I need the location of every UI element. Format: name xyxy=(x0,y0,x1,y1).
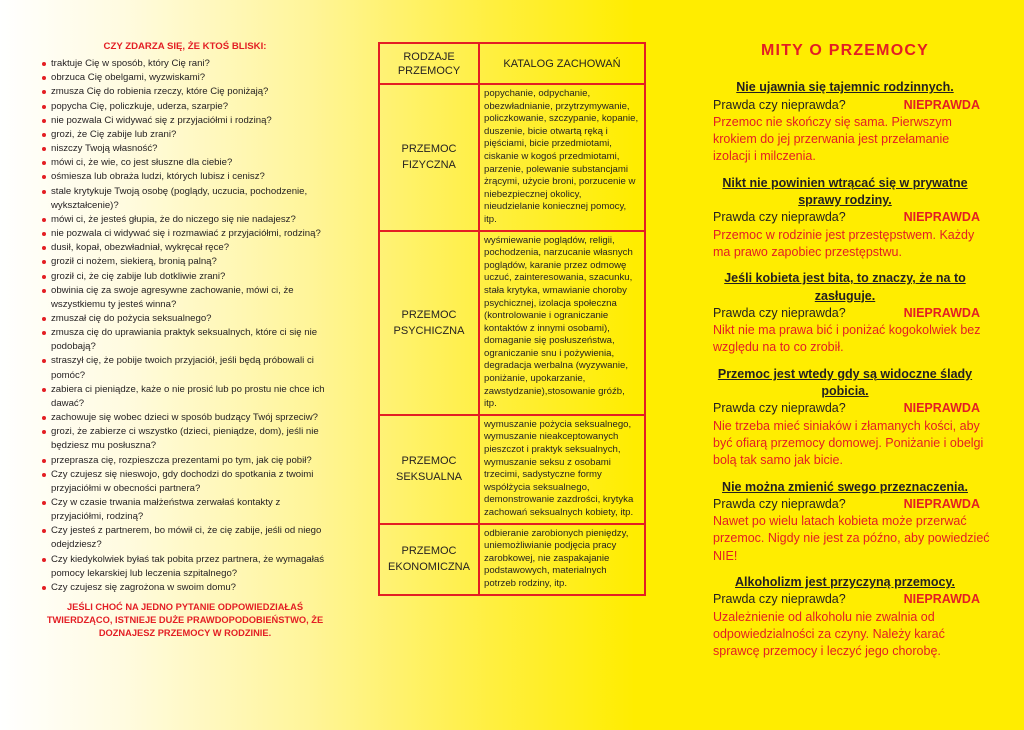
myth-statement: Nie ujawnia się tajemnic rodzinnych. xyxy=(736,80,954,95)
list-item: traktuje Cię w sposób, który Cię rani? xyxy=(40,57,330,71)
list-item: grozi, że zabierze ci wszystko (dzieci, pieniądze, dom), jeśli nie będziesz mu posłuszna? xyxy=(40,425,330,453)
answer-label: NIEPRAWDA xyxy=(903,401,980,416)
checklist xyxy=(40,57,330,595)
list-item: przeprasza cię, rozpieszcza prezentami po tym, jak cię pobił? xyxy=(40,454,330,468)
table-row xyxy=(379,415,645,524)
myth-statement: Alkoholizm jest przyczyną przemocy. xyxy=(735,575,955,590)
question-label: Prawda czy nieprawda? xyxy=(713,496,846,511)
list-item: Czy czujesz się zagrożona w swoim domu? xyxy=(40,581,330,595)
list-item: zmuszał cię do pożycia seksualnego? xyxy=(40,312,330,326)
list-item: zmusza Cię do robienia rzeczy, które Cię poniżają? xyxy=(40,85,330,99)
desc-cell: wymuszanie pożycia seksualnego, wymuszanie nieakceptowanych pieszczot i praktyk seksualnych, wymuszanie seksu z osobami trzecimi, sadystyczne formy współżycia seksualnego, demonstrowanie zazdrości, krytyka zachowań seksualnych kobiety, itp. xyxy=(479,415,645,524)
list-item: mówi ci, że jesteś głupia, że do niczego się nie nadajesz? xyxy=(40,213,330,227)
header-catalog: KATALOG ZACHOWAŃ xyxy=(479,43,645,84)
table-row xyxy=(379,84,645,231)
answer-label: NIEPRAWDA xyxy=(903,305,980,320)
myth-explanation: Przemoc w rodzinie jest przestępstwem. Każdy ma prawo zapobiec przestępstwu. xyxy=(713,227,975,259)
header-types: RODZAJE PRZEMOCY xyxy=(379,43,479,84)
type-cell: PRZEMOC EKONOMICZNA xyxy=(379,524,479,595)
myth-block xyxy=(700,79,990,165)
type-cell: PRZEMOC SEKSUALNA xyxy=(379,415,479,524)
list-item: Czy jesteś z partnerem, bo mówił ci, że cię zabije, jeśli od niego odejdziesz? xyxy=(40,524,330,552)
list-item: Czy kiedykolwiek byłaś tak pobita przez partnera, że wymagałaś pomocy lekarskiej lub leczenia szpitalnego? xyxy=(40,553,330,581)
conclusion-note: JEŚLI CHOĆ NA JEDNO PYTANIE ODPOWIEDZIAŁAŚ TWIERDZĄCO, ISTNIEJE DUŻE PRAWDOPODOBIEŃSTWO, ŻE DOZNAJESZ PRZEMOCY W RODZINIE. xyxy=(46,602,324,639)
list-item: Czy w czasie trwania małżeństwa zerwałaś kontakty z przyjaciółmi, rodziną? xyxy=(40,496,330,524)
list-item: zachowuje się wobec dzieci w sposób budzący Twój sprzeciw? xyxy=(40,411,330,425)
type-cell: PRZEMOC PSYCHICZNA xyxy=(379,231,479,415)
myth-statement: Przemoc jest wtedy gdy są widoczne ślady pobicia. xyxy=(717,366,973,399)
list-item: obrzuca Cię obelgami, wyzwiskami? xyxy=(40,71,330,85)
list-item: nie pozwala Ci widywać się z przyjaciółmi i rodziną? xyxy=(40,114,330,128)
myth-block xyxy=(700,175,990,261)
desc-cell: odbieranie zarobionych pieniędzy, uniemożliwianie podjęcia pracy zarobkowej, nie zaspakajanie podstawowych, materialnych potrzeb rodziny, itp. xyxy=(479,524,645,595)
list-item: zmusza cię do uprawiania praktyk seksualnych, które ci się nie podobają? xyxy=(40,326,330,354)
myth-block xyxy=(700,479,990,565)
answer-label: NIEPRAWDA xyxy=(903,592,980,607)
list-item: grozi, że Cię zabije lub zrani? xyxy=(40,128,330,142)
question-label: Prawda czy nieprawda? xyxy=(713,592,846,607)
question-label: Prawda czy nieprawda? xyxy=(713,401,846,416)
myth-explanation: Nawet po wielu latach kobieta może przerwać przemoc. Nigdy nie jest za późno, aby powiedzieć NIE! xyxy=(713,514,990,563)
table-row xyxy=(379,231,645,415)
myth-statement: Jeśli kobieta jest bita, to znaczy, że na to zasługuje. xyxy=(724,271,966,303)
list-item: groził ci, że cię zabije lub dotkliwie zrani? xyxy=(40,270,330,284)
list-item: zabiera ci pieniądze, każe o nie prosić lub po prostu nie chce ich dawać? xyxy=(40,383,330,411)
violence-types-table xyxy=(378,42,646,596)
myth-explanation: Przemoc nie skończy się sama. Pierwszym krokiem do jej przerwania jest przełamanie izolacji i milczenia. xyxy=(713,114,952,164)
myth-block xyxy=(700,366,990,470)
list-item: ośmiesza lub obraża ludzi, których lubisz i cenisz? xyxy=(40,170,330,184)
question-label: Prawda czy nieprawda? xyxy=(713,305,846,320)
list-item: nie pozwala ci widywać się i rozmawiać z przyjaciółmi, rodziną? xyxy=(40,227,330,241)
list-item: straszył cię, że pobije twoich przyjaciół, jeśli będą próbowali ci pomóc? xyxy=(40,354,330,382)
answer-label: NIEPRAWDA xyxy=(903,496,980,511)
list-item: obwinia cię za swoje agresywne zachowanie, mówi ci, że wszystkiemu ty jesteś winna? xyxy=(40,284,330,312)
myth-explanation: Uzależnienie od alkoholu nie zwalnia od odpowiedzialności za czyny. Należy karać sprawcę przemocy i leczyć jego chorobę. xyxy=(713,609,945,659)
question-label: Prawda czy nieprawda? xyxy=(713,210,846,225)
myth-explanation: Nie trzeba mieć siniaków i złamanych kości, aby być ofiarą przemocy domowej. Poniżanie i obelgi bolą tak samo jak bicie. xyxy=(713,418,984,468)
question-label: Prawda czy nieprawda? xyxy=(713,97,846,112)
table-header-row xyxy=(379,43,645,84)
myth-statement: Nikt nie powinien wtrącać się w prywatne sprawy rodziny. xyxy=(722,175,968,208)
myth-explanation: Nikt nie ma prawa bić i poniżać kogokolwiek bez względu na to co zrobił. xyxy=(713,323,981,355)
type-cell: PRZEMOC FIZYCZNA xyxy=(379,84,479,231)
list-item: popycha Cię, policzkuje, uderza, szarpie? xyxy=(40,100,330,114)
list-item: Czy czujesz się nieswojo, gdy dochodzi do spotkania z twoimi przyjaciółmi w obecności partnera? xyxy=(40,468,330,496)
answer-label: NIEPRAWDA xyxy=(903,210,980,225)
myth-statement: Nie można zmienić swego przeznaczenia. xyxy=(722,479,968,494)
list-item: dusił, kopał, obezwładniał, wykręcał ręce? xyxy=(40,241,330,255)
list-item: stale krytykuje Twoją osobę (poglądy, uczucia, pochodzenie, wykształcenie)? xyxy=(40,185,330,213)
desc-cell: wyśmiewanie poglądów, religii, pochodzenia, narzucanie własnych poglądów, karanie przez odmowę uczuć, zainteresowania, szacunku, stała krytyka, wmawianie choroby psychicznej, izolacja społeczna (kontrolowanie i ograniczanie kontaktów z innymi osobami), domaganie się posłuszeństwa, ograniczanie snu i pożywienia, degradacja werbalna (wyzywanie, poniżanie, upokarzanie, zawstydzanie),stosowanie gróźb, itp. xyxy=(479,231,645,415)
list-item: groził ci nożem, siekierą, bronią palną? xyxy=(40,255,330,269)
myths-title: MITY O PRZEMOCY xyxy=(761,42,929,59)
myth-block xyxy=(700,270,990,356)
list-item: niszczy Twoją własność? xyxy=(40,142,330,156)
table-row xyxy=(379,524,645,595)
checklist-column xyxy=(40,40,330,640)
myth-block xyxy=(700,574,990,660)
answer-label: NIEPRAWDA xyxy=(903,97,980,112)
checklist-title: CZY ZDARZA SIĘ, ŻE KTOŚ BLISKI: xyxy=(103,41,267,52)
list-item: mówi ci, że wie, co jest słuszne dla ciebie? xyxy=(40,156,330,170)
myths-column xyxy=(700,42,990,670)
desc-cell: popychanie, odpychanie, obezwładnianie, przytrzymywanie, policzkowanie, szczypanie, kopanie, duszenie, bicie otwartą ręką i pięściami, bicie przedmiotami, ciskanie w kogoś przedmiotami, parzenie, polewanie substancjami żrącymi, użycie broni, porzucenie w niebezpiecznej okolicy, nieudzielanie koniecznej pomocy, itp. xyxy=(479,84,645,231)
